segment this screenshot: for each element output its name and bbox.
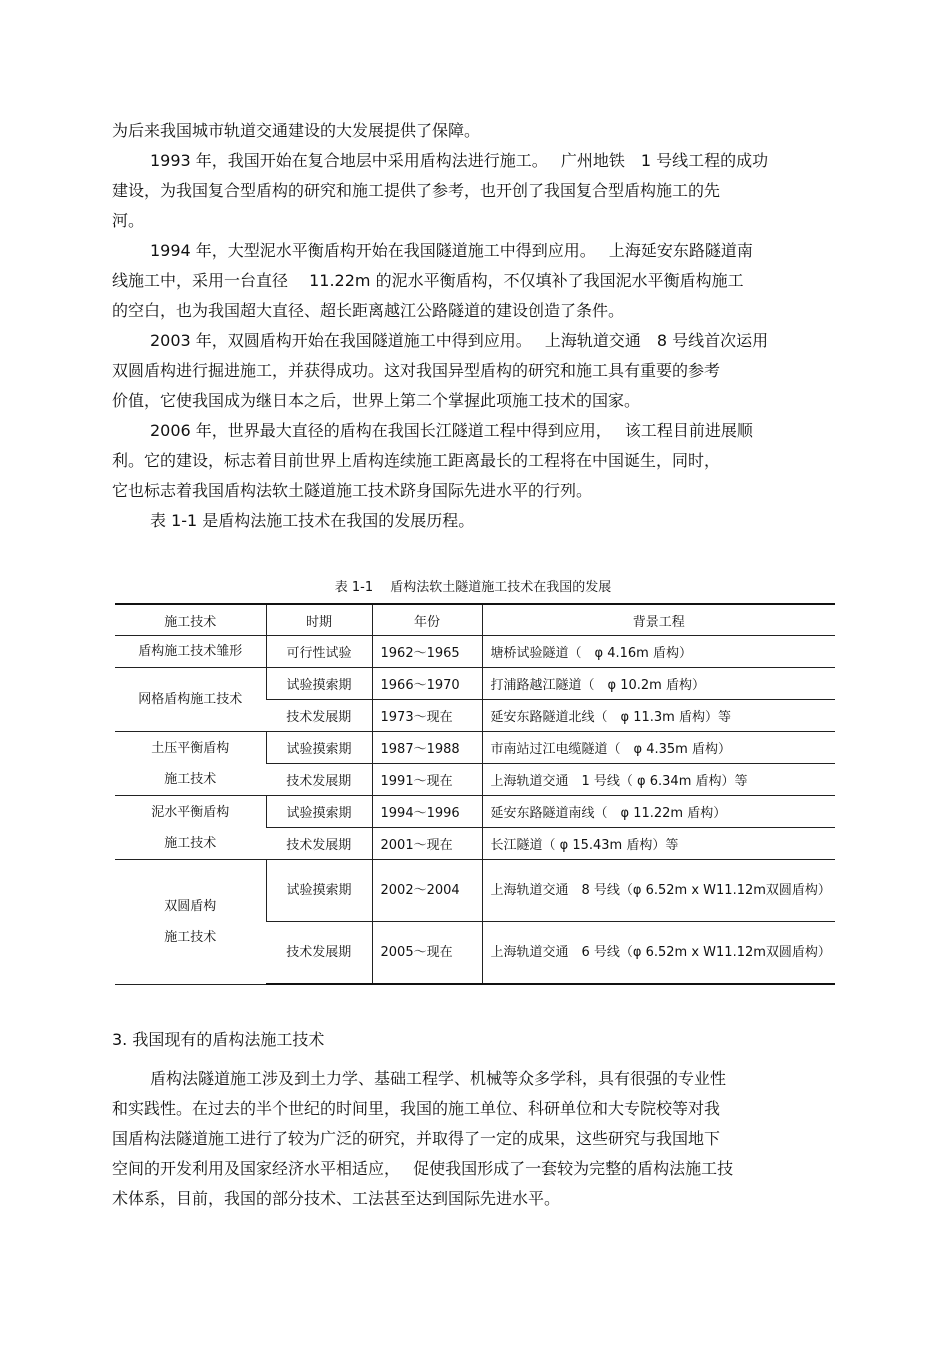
project-cell: 延安东路隧道北线（ φ 11.3m 盾构）等 — [482, 700, 835, 732]
text-line: 1993 年，我国开始在复合地层中采用盾构法进行施工。 广州地铁 1 号线工程的成功 — [150, 151, 769, 170]
body-text-bottom — [112, 1064, 832, 1214]
project-cell: 长江隧道（ φ 15.43m 盾构）等 — [482, 828, 835, 860]
period-cell: 可行性试验 — [266, 636, 372, 668]
tech-label: 网格盾构施工技术 — [138, 692, 243, 707]
paragraph — [112, 326, 832, 416]
text-line: 2006 年，世界最大直径的盾构在我国长江隧道工程中得到应用， 该工程目前进展顺 — [150, 421, 753, 440]
tech-label: 施工技术 — [164, 771, 217, 787]
years-cell: 1966～1970 — [372, 668, 482, 700]
header-cell: 时期 — [266, 604, 372, 636]
tech-label: 施工技术 — [164, 835, 217, 851]
project-cell: 打浦路越江隧道（ φ 10.2m 盾构） — [482, 668, 835, 700]
paragraph — [112, 416, 832, 506]
paragraph — [112, 1064, 832, 1214]
text-line: 空间的开发利用及国家经济水平相适应， 促使我国形成了一套较为完整的盾构法施工技 — [112, 1159, 734, 1178]
text-line: 表 1-1 是盾构法施工技术在我国的发展历程。 — [150, 511, 475, 530]
years-cell: 1962～1965 — [372, 636, 482, 668]
project-cell: 市南站过江电缆隧道（ φ 4.35m 盾构） — [482, 732, 835, 764]
text-line: 为后来我国城市轨道交通建设的大发展提供了保障。 — [112, 121, 481, 140]
project-cell: 上海轨道交通 6 号线（φ 6.52m x W11.12m双圆盾构） — [482, 922, 835, 985]
paragraph — [112, 236, 832, 326]
period-cell: 试验摸索期 — [266, 860, 372, 922]
text-line: 术体系，目前，我国的部分技术、工法甚至达到国际先进水平。 — [112, 1189, 561, 1208]
body-text-top — [112, 116, 832, 536]
table-row — [115, 636, 835, 668]
period-cell: 技术发展期 — [266, 700, 372, 732]
text-line: 和实践性。在过去的半个世纪的时间里，我国的施工单位、科研单位和大专院校等对我 — [112, 1099, 721, 1118]
text-line: 国盾构法隧道施工进行了较为广泛的研究，并取得了一定的成果，这些研究与我国地下 — [112, 1129, 721, 1148]
tech-cell — [115, 668, 266, 732]
tech-cell — [115, 636, 266, 668]
table-row — [115, 796, 835, 828]
years-cell: 2005～现在 — [372, 922, 482, 985]
years-cell: 1994～1996 — [372, 796, 482, 828]
table-row — [115, 732, 835, 764]
tech-label: 施工技术 — [164, 929, 217, 945]
development-table — [115, 603, 835, 985]
text-line: 利。它的建设，标志着目前世界上盾构连续施工距离最长的工程将在中国诞生，同时， — [112, 451, 721, 470]
text-line: 建设，为我国复合型盾构的研究和施工提供了参考，也开创了我国复合型盾构施工的先 — [112, 181, 721, 200]
header-cell: 背景工程 — [482, 604, 835, 636]
table-row — [115, 860, 835, 922]
project-cell: 上海轨道交通 1 号线（ φ 6.34m 盾构）等 — [482, 764, 835, 796]
years-cell: 1987～1988 — [372, 732, 482, 764]
tech-cell — [115, 732, 266, 796]
tech-label: 泥水平衡盾构 — [151, 804, 230, 820]
text-line: 价值，它使我国成为继日本之后，世界上第二个掌握此项施工技术的国家。 — [112, 391, 641, 410]
tech-label: 双圆盾构 — [164, 898, 217, 914]
text-line: 的空白，也为我国超大直径、超长距离越江公路隧道的建设创造了条件。 — [112, 301, 625, 320]
period-cell: 技术发展期 — [266, 922, 372, 985]
years-cell: 1973～现在 — [372, 700, 482, 732]
period-cell: 试验摸索期 — [266, 732, 372, 764]
project-cell: 塘桥试验隧道（ φ 4.16m 盾构） — [482, 636, 835, 668]
text-line: 双圆盾构进行掘进施工，并获得成功。这对我国异型盾构的研究和施工具有重要的参考 — [112, 361, 721, 380]
text-line: 线施工中，采用一台直径 11.22m 的泥水平衡盾构，不仅填补了我国泥水平衡盾构施工 — [112, 271, 744, 290]
period-cell: 试验摸索期 — [266, 668, 372, 700]
period-cell: 技术发展期 — [266, 828, 372, 860]
project-cell: 上海轨道交通 8 号线（φ 6.52m x W11.12m双圆盾构） — [482, 860, 835, 922]
header-cell: 施工技术 — [115, 604, 266, 636]
tech-label: 土压平衡盾构 — [151, 740, 230, 756]
project-cell: 延安东路隧道南线（ φ 11.22m 盾构） — [482, 796, 835, 828]
header-cell: 年份 — [372, 604, 482, 636]
paragraph — [112, 116, 832, 146]
period-cell: 试验摸索期 — [266, 796, 372, 828]
table-caption: 表 1-1 盾构法软土隧道施工技术在我国的发展 — [334, 580, 612, 595]
period-cell: 技术发展期 — [266, 764, 372, 796]
table-header-row — [115, 604, 835, 636]
tech-label: 盾构施工技术雏形 — [138, 644, 243, 659]
text-line: 盾构法隧道施工涉及到土力学、基础工程学、机械等众多学科，具有很强的专业性 — [150, 1069, 727, 1088]
text-line: 2003 年，双圆盾构开始在我国隧道施工中得到应用。 上海轨道交通 8 号线首次运用 — [150, 331, 769, 350]
text-line: 它也标志着我国盾构法软土隧道施工技术跻身国际先进水平的行列。 — [112, 481, 593, 500]
text-line: 河。 — [112, 211, 145, 230]
paragraph — [112, 146, 832, 236]
tech-cell — [115, 860, 266, 985]
tech-cell — [115, 796, 266, 860]
years-cell: 1991～现在 — [372, 764, 482, 796]
paragraph — [112, 506, 832, 536]
table-row — [115, 668, 835, 700]
years-cell: 2002～2004 — [372, 860, 482, 922]
text-line: 1994 年，大型泥水平衡盾构开始在我国隧道施工中得到应用。 上海延安东路隧道南 — [150, 241, 753, 260]
section-heading: 3. 我国现有的盾构法施工技术 — [112, 1030, 325, 1049]
years-cell: 2001～现在 — [372, 828, 482, 860]
